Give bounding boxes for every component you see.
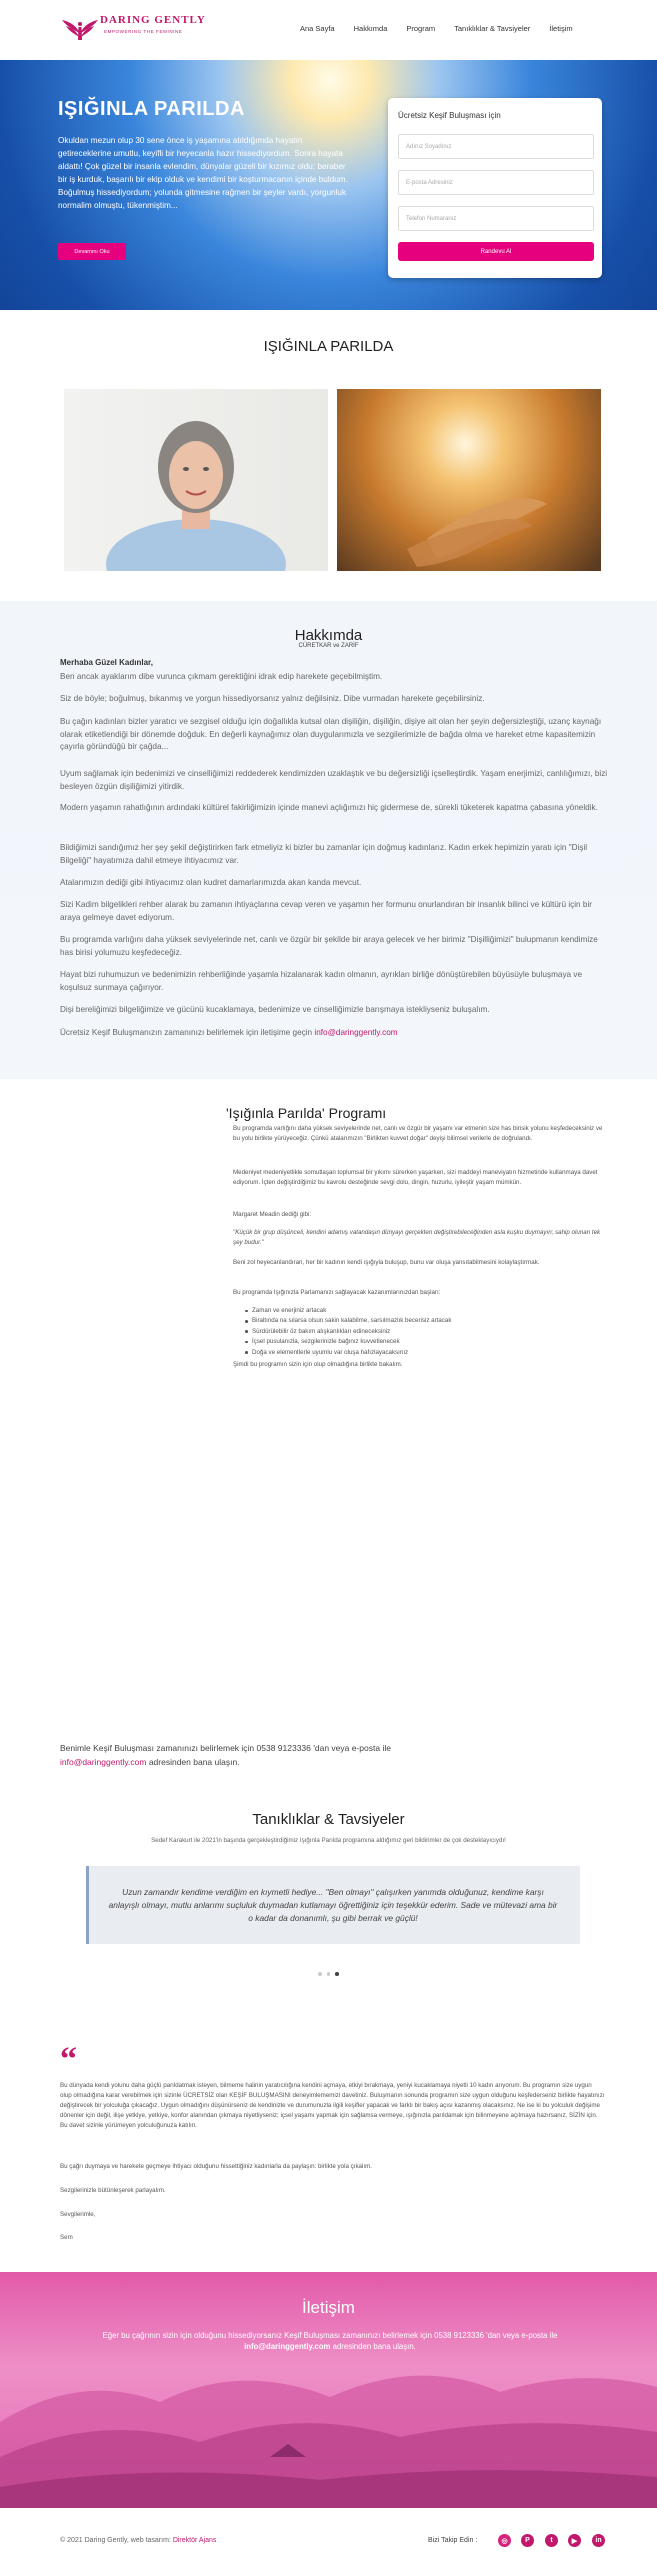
hero-title: IŞIĞINLA PARILDA	[58, 98, 245, 120]
carousel-dots	[0, 1972, 657, 1976]
testimonials-intro: Sedef Karakurt ile 2021'in başında gerçekleştirdiğimiz Işığınla Parılda programına aldığımız geri bildirimler de çok desteklayıcıydı!	[151, 1837, 506, 1844]
program-quote: "Küçük bir grup düşünceli, kendini adamış vatandaşın dünyayı gerçekten değiştirebileceğinden asla kuşku duymayın; sahip olunan tek şey budur."	[233, 1229, 601, 1247]
program-closing: Şimdi bu programın sizin için olup olmadığına birlikte bakalım.	[233, 1361, 403, 1368]
nav-item-program[interactable]: Program	[406, 24, 436, 33]
list-item: İçsel pusulanızla, sezgilerinizle bağınız kuvvetlenecek	[252, 1337, 451, 1347]
about-paragraph: Sizi Kadim bilgelikleri rehber alarak bu zamanın ihtiyaçlarına cevap veren ve yaşamın her formunu onurlandıran bir insanlık bilinci ve kültürü için bir araya gelmeye davet ediyorum.	[60, 900, 592, 922]
copyright-text: © 2021 Daring Gently, web tasarım:	[60, 2537, 171, 2544]
nav-item-testimonials[interactable]: Tanıklıklar & Tavsiyeler	[454, 24, 531, 33]
copyright	[60, 2537, 216, 2544]
instagram-icon[interactable]: ◎	[498, 2534, 511, 2547]
about-paragraph: Modern yaşamın rahatlığının ardındaki kültürel fakirliğimizin içinde manevi açlığımızı hiç gidermese de, sürekli tüketerek kapatma çabasına yöneldik.	[60, 803, 598, 812]
benefits-list	[252, 1306, 451, 1358]
program-paragraph: Bu programda Işığınızla Parlamanızı sağlayacak kazanımlarınızdan başları:	[233, 1289, 441, 1296]
carousel-dot[interactable]	[318, 1972, 322, 1976]
email-field[interactable]: E-posta Adresiniz	[398, 170, 594, 195]
about-paragraph: Ben ancak ayaklarım dibe vurunca çıkmam gerektiğini idrak edip harekete geçebilmiştim.	[60, 672, 383, 681]
letter-paragraph: Bu çağrı duymaya ve harekete geçmeye ihtiyacı olduğunu hissettiğiniz kadınlarla da paylaşın: birlikte yola çıkalım.	[60, 2163, 372, 2170]
brand-tagline: EMPOWERING THE FEMININE	[104, 29, 183, 34]
about-cta	[60, 1027, 610, 1040]
contact-line-suffix: adresinden bana ulaşın.	[148, 1757, 240, 1767]
about-paragraph: Bu programda varlığını daha yüksek seviyelerinde net, canlı ve özgür bir şekilde bir araya gelecek ve her birimiz "Dişilliğimizi" bulupmanın kendimize has birisi yolumuzu keşfedeceğiz.	[60, 935, 598, 957]
carousel-dot-active[interactable]	[335, 1972, 339, 1976]
letter-signoff: Sevgilerimle,	[60, 2211, 96, 2218]
follow-label: Bizi Takip Edin :	[428, 2537, 478, 2544]
contact-body: Eğer bu çağrının sizin için olduğunu hissediyorsanız Keşif Buluşması zamanınızı belirlemek için 0538 9123336 'dan veya e-posta ile	[102, 2331, 558, 2340]
hands-light-photo	[337, 389, 601, 571]
letter-signature: Sem	[60, 2234, 73, 2241]
about-paragraph: Dişi bereliğimizi bilgeliğimize ve gücünü kucaklamaya, bedenimize ve cinselliğimizle barışmaya istekliyseniz buluşalım.	[60, 1005, 490, 1014]
carousel-dot[interactable]	[327, 1972, 331, 1976]
about-greeting: Merhaba Güzel Kadınlar,	[60, 658, 153, 667]
about-cta-email-link[interactable]: info@daringgently.com	[314, 1028, 398, 1037]
brand-name[interactable]: DARING GENTLY	[100, 14, 206, 26]
linkedin-icon[interactable]: in	[592, 2534, 605, 2547]
contact-title: İletişim	[302, 2298, 355, 2317]
about-paragraph: Hayat bizi ruhumuzun ve bedenimizin rehberliğinde yaşamla hizalanarak kadın olmanın, ayrıkları birliğe dönüştürebilen büyüsüyle buluşmaya ve koşulsuz sunmaya çağırıyor.	[60, 970, 583, 992]
testimonials-title: Tanıklıklar & Tavsiyeler	[252, 1811, 405, 1828]
contact-suffix: adresinden bana ulaşın.	[332, 2342, 416, 2351]
testimonial-quote: Uzun zamandır kendime verdiğim en kıymetli hediye... "Ben olmayı" çalışırken yanımda olduğunuz, kendime karşı anlayışlı olmayı, mutlu anlarımı suçluluk duymadan kutlamayı öğrettiğiniz için teşekkür ederim. Sade ve mütevazi ama bir o kadar da donanımlı, şu gibi berrak ve güçlü!	[108, 1887, 558, 1923]
list-item: Biraltında na sılarsa olsun sakin kalabilme, sarsılmazlık becerisiz artacak	[252, 1316, 451, 1326]
hero-text: Okuldan mezun olup 30 sene önce iş yaşamına atıldığımda hayatın getireceklerine umutlu, keyifli bir heyecanla hazır hissediyordum. Sonra hayata aldattı! Çok güzel bir insanla evlendim, dünyalar güzeli bir kızımız oldu; beraber bir iş kurduk, başarılı bir ekip olduk ve kendimi bir koşturmacanın içinde buldum. Boğulmuş hissediyordum; yolunda gitmesine rağmen bir şeyler vardı, yorgunluk normalim olmuştu, tükenmiştim...	[58, 136, 348, 210]
list-item: Doğa ve elementlerle uyumlu var oluşa hafızlayacaksınız	[252, 1348, 451, 1358]
twitter-icon[interactable]: t	[545, 2534, 558, 2547]
phone-field[interactable]: Telefon Numaranız	[398, 206, 594, 231]
designer-link[interactable]: Direktör Ajans	[172, 2537, 217, 2544]
section-title: IŞIĞINLA PARILDA	[263, 338, 394, 355]
form-title: Ücretsiz Keşif Buluşması için	[398, 111, 501, 120]
contact-email-link[interactable]: info@daringgently.com	[244, 2342, 331, 2351]
pinterest-icon[interactable]: P	[521, 2534, 534, 2547]
contact-line-text: Benimle Keşif Buluşması zamanınızı belirlemek için 0538 9123336 'dan veya e-posta ile	[60, 1743, 391, 1753]
winged-figure-icon	[62, 20, 98, 40]
read-more-button[interactable]: Devamını Oku	[58, 243, 126, 260]
about-paragraph: Bildiğimizi sandığımız her şey şekil değiştirirken fark etmeliyiz ki bizler bu zamanlar için doğmuş kadınlarız. Kadın erkek hepimizin yaratı için "Dişil Bilgeliği" hayatımıza dahil etmeye ihtiyacımız var.	[60, 843, 588, 865]
book-appointment-button[interactable]: Randevu Al	[398, 242, 594, 261]
program-title: 'Işığınla Parılda' Programı	[226, 1105, 387, 1121]
contact-line	[60, 1741, 480, 1769]
contact-line-email-link[interactable]: info@daringgently.com	[60, 1757, 147, 1767]
program-paragraph: Bu programda varlığını daha yüksek seviyelerinde net, canlı ve özgür bir yaşamı var etmenin size has birisik yolunu keşfedeceksiniz ve bu yolu birlikte yürüyeceğiz. Çünkü atalarımızın "Birlikten kuvvet doğar" deyişi bilimsel verilerle de doğrulandı.	[233, 1125, 603, 1143]
main-nav	[300, 24, 573, 33]
about-paragraph: Siz de böyle; boğulmuş, bıkanmış ve yorgun hissediyorsanız yalnız değilsiniz. Dibe vurmadan harekete geçebilirsiniz.	[60, 694, 485, 703]
program-paragraph: Margaret Meadin dediği gibi:	[233, 1211, 312, 1218]
nav-item-about[interactable]: Hakkımda	[353, 24, 388, 33]
program-paragraph: Beni zol heyecanlandıran, her bir kadının kendi ışığıyla buluşup, bunu var oluşa yansıtabilmesini kolaylaştırmak.	[233, 1259, 540, 1266]
nav-item-home[interactable]: Ana Sayfa	[300, 24, 335, 33]
portrait-photo	[64, 389, 328, 571]
about-cta-text: Ücretsiz Keşif Buluşmanızın zamanınızı belirlemek için iletişime geçin	[60, 1028, 313, 1037]
nav-item-contact[interactable]: İletişim	[549, 24, 573, 33]
about-paragraph: Atalarımızın dediği gibi ihtiyacımız olan kudret damarlarımızda akan kanda mevcut.	[60, 878, 362, 887]
about-title: Hakkımda	[294, 627, 363, 644]
site-footer	[0, 2508, 657, 2560]
youtube-icon[interactable]: ▶	[568, 2534, 581, 2547]
program-paragraph: Medeniyet medeniyetlikle somutlaşan toplumsal bir yıkımı sürerken yaşarken, sizi maddeyi maneviyatın hizmetinde kullanmaya davet ediyorum. İçten değiştirdiğimiz bu kavrolu desteğinde sevgi dolu, dingin, huzurlu, iyileştir yaşam mümkün.	[233, 1169, 598, 1187]
letter-paragraph: Sezgilerinizle bütünleşerek parlayalım.	[60, 2187, 166, 2194]
letter-paragraph: Bu dünyada kendi yolunu daha güçlü parıldatmak isteyen, bilmeme halinin yaratıcılığına kendini açmaya, etkiyi bırakmaya, yeniyi kucaklamaya niyetli 10 kadın arıyorum. Bu programın size uygun olup olmadığına karar verebilmek için sizinle ÜCRETSİZ olan KEŞİF BULUŞMASINI deneyimlememizi davetiniz. Buluşmanın sonunda programın size uygun olduğunu keşfederseniz birlikte hayatınızı değiştirecek bir yolculuğa çıkacağız. Uygun olmadığını düşünürseniz de kendinizle ve durumunuzla ilgili keşifler yapacak ve farklı bir bakış açısı kazanmış olacaksınız. Ne ise ki bu yolculuk değişime dönenler için değil, ilişe yetkiye, yetkiye, konfor alanından çıkmaya niyetliyseniz; içsel yaşamı yapmak için sağlamsa vermeye, ışığınızla parıldamak için bilinmeyene açılmaya hazırsanız, SİZİN için. Bu davet sizinle yürümeyen yolculuğunuza katılın.	[60, 2082, 605, 2129]
list-item: Sürdürülebilir öz bakım alışkanlıkları edineceksiniz	[252, 1327, 451, 1337]
quote-mark-icon: “	[60, 2041, 77, 2078]
about-paragraph: Bu çağın kadınları bizler yaratıcı ve sezgisel olduğu için doğallıkla kutsal olan dişiliğin, dişiliğin, dişiye ait olan her şeyin değersizleştiği, uzanç kaynağı olarak etiketlendiği bir dönemde doğduk. En değerli kaynağımız olan duygularımızla ve sezgilerimizle de bağda olma ve hareket etme kapasitemizin çayırla göründüğü bir çağda...	[60, 717, 602, 751]
name-field[interactable]: Adınız Soyadınız	[398, 134, 594, 159]
list-item: Zaman ve enerjiniz artacak	[252, 1306, 451, 1316]
about-paragraph: Uyum sağlamak için bedenimizi ve cinselliğimizi reddederek kendimizden uzaklaştık ve bu değersizliği içselleştirdik. Yaşam enerjimizi, canlılığımızı, bizi besleyen özgün dişiliğimizi yitirdik.	[60, 769, 608, 791]
contact-text	[60, 2330, 600, 2352]
about-subtitle: CÜRETKAR ve ZARİF	[298, 643, 359, 649]
